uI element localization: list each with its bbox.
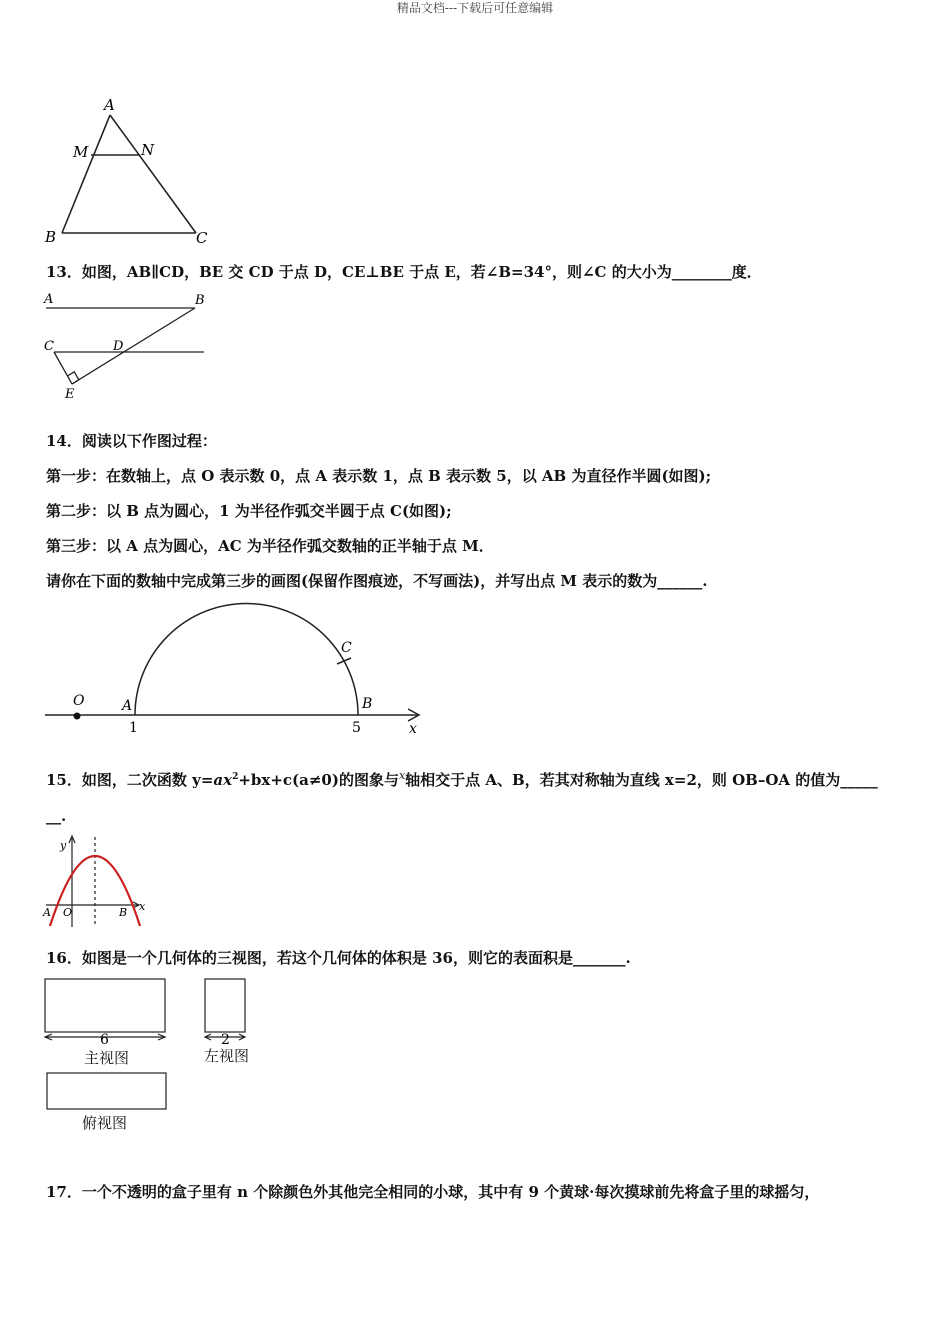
q15-x: x bbox=[398, 769, 406, 782]
q15-sup: 2 bbox=[232, 772, 239, 782]
q15-number: 15． bbox=[46, 771, 82, 789]
front-view-rect bbox=[45, 979, 165, 1032]
label-c: C bbox=[196, 229, 208, 247]
parallel-lines-figure bbox=[40, 288, 215, 403]
line-be bbox=[72, 308, 195, 384]
left-view-rect bbox=[205, 979, 245, 1032]
q16-body: 如图是一个几何体的三视图，若这个几何体的体积是 36，则它的表面积是 bbox=[81, 949, 573, 967]
q13-body: 如图，AB∥CD，BE 交 CD 于点 D，CE⊥BE 于点 E，若∠B=34°，则∠C 的大小为 bbox=[81, 263, 672, 281]
semicircle-ab bbox=[135, 604, 358, 716]
label-e: E bbox=[65, 387, 75, 402]
q14-title-text: 阅读以下作图过程： bbox=[81, 432, 217, 450]
label-x: x bbox=[139, 900, 146, 913]
label-d: D bbox=[113, 339, 124, 354]
label-b: B bbox=[45, 228, 57, 246]
parabola-figure bbox=[40, 832, 155, 932]
label-n: N bbox=[141, 141, 155, 159]
number-line-semicircle-figure bbox=[40, 600, 440, 745]
label-x: x bbox=[409, 721, 417, 737]
label-b: B bbox=[195, 293, 205, 308]
q15-pre: 如图，二次函数 y= bbox=[81, 771, 214, 789]
line-ce bbox=[54, 352, 72, 384]
q13-unit: 度． bbox=[731, 263, 762, 281]
label-b: B bbox=[119, 906, 128, 919]
q15-end: . bbox=[61, 807, 67, 825]
q15-text bbox=[46, 766, 878, 790]
q15-post: 轴相交于点 A、B，若其对称轴为直线 x=2，则 OB–OA 的值为 bbox=[405, 771, 841, 789]
q14-ask bbox=[46, 571, 707, 591]
left-dim-label: 2 bbox=[221, 1032, 230, 1048]
label-c: C bbox=[341, 640, 352, 656]
q16-end: . bbox=[625, 949, 631, 967]
label-c: C bbox=[44, 339, 54, 354]
q17-text bbox=[46, 1182, 819, 1202]
point-o bbox=[74, 713, 81, 720]
label-o: O bbox=[73, 693, 85, 709]
q14-title bbox=[46, 431, 217, 451]
label-a: A bbox=[122, 698, 133, 714]
q17-number: 17． bbox=[46, 1183, 82, 1201]
q16-blank: _______ bbox=[572, 949, 626, 967]
q13-blank: ________ bbox=[671, 263, 732, 281]
side-ab bbox=[62, 115, 110, 233]
q14-step2: 第二步：以 B 点为圆心，1 为半径作弧交半圆于点 C(如图); bbox=[46, 502, 452, 520]
triangle-figure bbox=[40, 95, 220, 250]
q15-func: ax bbox=[213, 771, 233, 789]
front-view-label: 主视图 bbox=[84, 1049, 130, 1067]
q17-body: 一个不透明的盒子里有 n 个除颜色外其他完全相同的小球，其中有 9 个黄球·每次摸球前先将盒子里的球摇匀， bbox=[81, 1183, 820, 1201]
q13-number: 13． bbox=[46, 263, 82, 281]
q13-text bbox=[46, 262, 762, 282]
left-view-label: 左视图 bbox=[204, 1047, 250, 1065]
label-a: A bbox=[43, 906, 51, 919]
q16-number: 16． bbox=[46, 949, 82, 967]
q15-blank-a: _____ bbox=[840, 771, 878, 789]
q15-blank-b: __ bbox=[46, 807, 61, 825]
label-m: M bbox=[73, 143, 89, 161]
q14-ask-text: 请你在下面的数轴中完成第三步的画图(保留作图痕迹，不写画法)，并写出点 M 表示的数为 bbox=[46, 572, 658, 590]
q15-mid: +bx+c(a≠0)的图象与 bbox=[238, 771, 399, 789]
top-view-label: 俯视图 bbox=[82, 1114, 128, 1132]
tick-label-1: 1 bbox=[129, 720, 138, 736]
q14-blank: ______ bbox=[657, 572, 703, 590]
label-a: A bbox=[104, 96, 115, 114]
label-a: A bbox=[44, 292, 54, 307]
top-view-rect bbox=[47, 1073, 166, 1109]
front-dim-label: 6 bbox=[100, 1032, 109, 1048]
q14-step3: 第三步：以 A 点为圆心，AC 为半径作弧交数轴的正半轴于点 M． bbox=[46, 537, 494, 555]
tick-label-5: 5 bbox=[352, 720, 361, 736]
q14-number: 14． bbox=[46, 432, 82, 450]
q16-text bbox=[46, 948, 631, 968]
label-o: O bbox=[63, 906, 73, 919]
q14-end: . bbox=[702, 572, 708, 590]
side-ac bbox=[110, 115, 196, 233]
arc-mark-c bbox=[337, 658, 351, 664]
q15-continue bbox=[46, 806, 66, 826]
label-y: y bbox=[60, 839, 67, 852]
q14-step1: 第一步：在数轴上，点 O 表示数 0，点 A 表示数 1，点 B 表示数 5，以 AB 为直径作半圆(如图); bbox=[46, 467, 712, 485]
page-header: 精品文档---下载后可任意编辑 bbox=[396, 1, 554, 15]
label-b: B bbox=[362, 696, 373, 712]
